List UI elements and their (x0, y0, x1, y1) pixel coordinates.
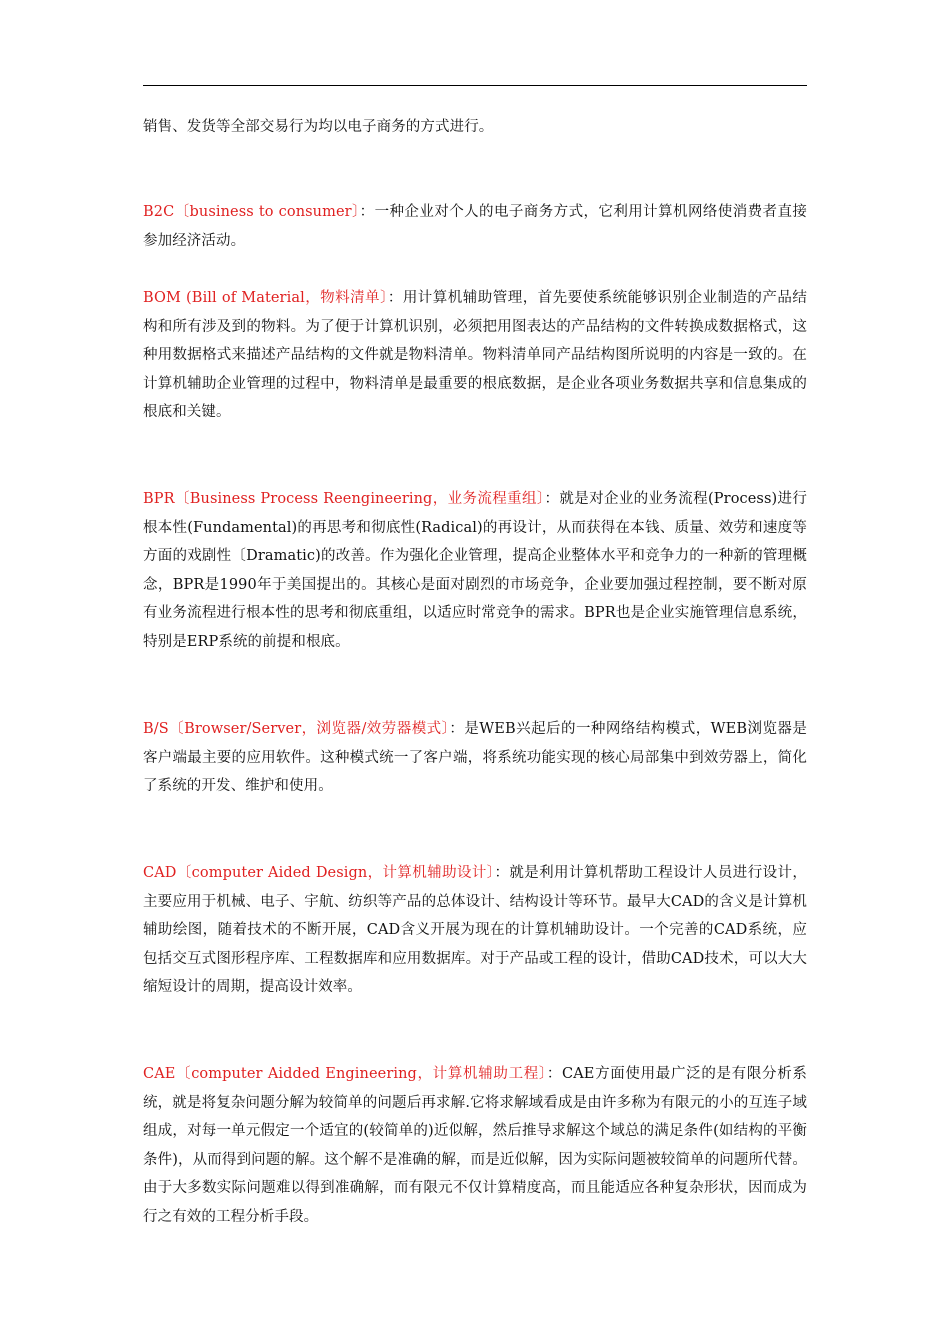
definition-bom: ：用计算机辅助管理，首先要使系统能够识别企业制造的产品结构和所有涉及到的物料。为了便于计算机识别，必须把用图表达的产品结构的文件转换成数据格式，这种用数据格式来描述产品结构的文件就是物料清单。物料清单同产品结构图所说明的内容是一致的。在计算机辅助企业管理的过程中，物料清单是最重要的根底数据，是企业各项业务数据共享和信息集成的根底和关键。 (143, 290, 807, 421)
paragraph-continuation (143, 113, 807, 142)
glossary-entry-b2c (143, 198, 807, 255)
definition-b2c: ：一种企业对个人的电子商务方式，它利用计算机网络使消费者直接参加经济活动。 (143, 204, 808, 249)
definition-bs: ：是WEB兴起后的一种网络结构模式，WEB浏览器是客户端最主要的应用软件。这种模式统一了客户端，将系统功能实现的核心局部集中到效劳器上，简化了系统的开发、维护和使用。 (143, 721, 807, 795)
term-bs: B/S〔Browser/Server，浏览器/效劳器模式〕 (143, 721, 450, 737)
term-b2c: B2C〔business to consumer〕 (143, 204, 360, 220)
term-cad: CAD〔computer Aided Design，计算机辅助设计〕 (143, 865, 495, 881)
header-rule (143, 85, 807, 86)
term-bom: BOM (Bill of Material，物料清单〕 (143, 290, 388, 306)
term-cae: CAE〔computer Aidded Engineering，计算机辅助工程〕 (143, 1066, 547, 1082)
definition-cad: ：就是利用计算机帮助工程设计人员进行设计，主要应用于机械、电子、宇航、纺织等产品的总体设计、结构设计等环节。最早大CAD的含义是计算机辅助绘图，随着技术的不断开展，CAD含义开展为现在的计算机辅助设计。一个完善的CAD系统，应包括交互式图形程序库、工程数据库和应用数据库。对于产品或工程的设计，借助CAD技术，可以大大缩短设计的周期，提高设计效率。 (143, 865, 807, 996)
glossary-entry-cad (143, 859, 807, 1002)
term-bpr: BPR〔Business Process Reengineering，业务流程重组〕 (143, 491, 545, 507)
glossary-entry-bom (143, 284, 807, 427)
paragraph-text: 销售、发货等全部交易行为均以电子商务的方式进行。 (143, 119, 494, 135)
glossary-entry-cae (143, 1060, 807, 1232)
definition-bpr: ：就是对企业的业务流程(Process)进行根本性(Fundamental)的再思考和彻底性(Radical)的再设计，从而获得在本钱、质量、效劳和速度等方面的戏剧性〔Dramatic)的改善。作为强化企业管理，提高企业整体水平和竞争力的一种新的管理概念，BPR是1990年于美国提出的。其核心是面对剧烈的市场竞争，企业要加强过程控制，要不断对原有业务流程进行根本性的思考和彻底重组，以适应时常竞争的需求。BPR也是企业实施管理信息系统，特别是ERP系统的前提和根底。 (143, 491, 808, 650)
glossary-entry-bpr (143, 485, 807, 657)
definition-cae: ：CAE方面使用最广泛的是有限分析系统，就是将复杂问题分解为较简单的问题后再求解.它将求解域看成是由许多称为有限元的小的互连子域组成，对每一单元假定一个适宜的(较简单的)近似解，然后推导求解这个域总的满足条件(如结构的平衡条件)，从而得到问题的解。这个解不是准确的解，而是近似解，因为实际问题被较简单的问题所代替。由于大多数实际问题难以得到准确解，而有限元不仅计算精度高，而且能适应各种复杂形状，因而成为行之有效的工程分析手段。 (143, 1066, 807, 1225)
glossary-entry-bs (143, 715, 807, 801)
